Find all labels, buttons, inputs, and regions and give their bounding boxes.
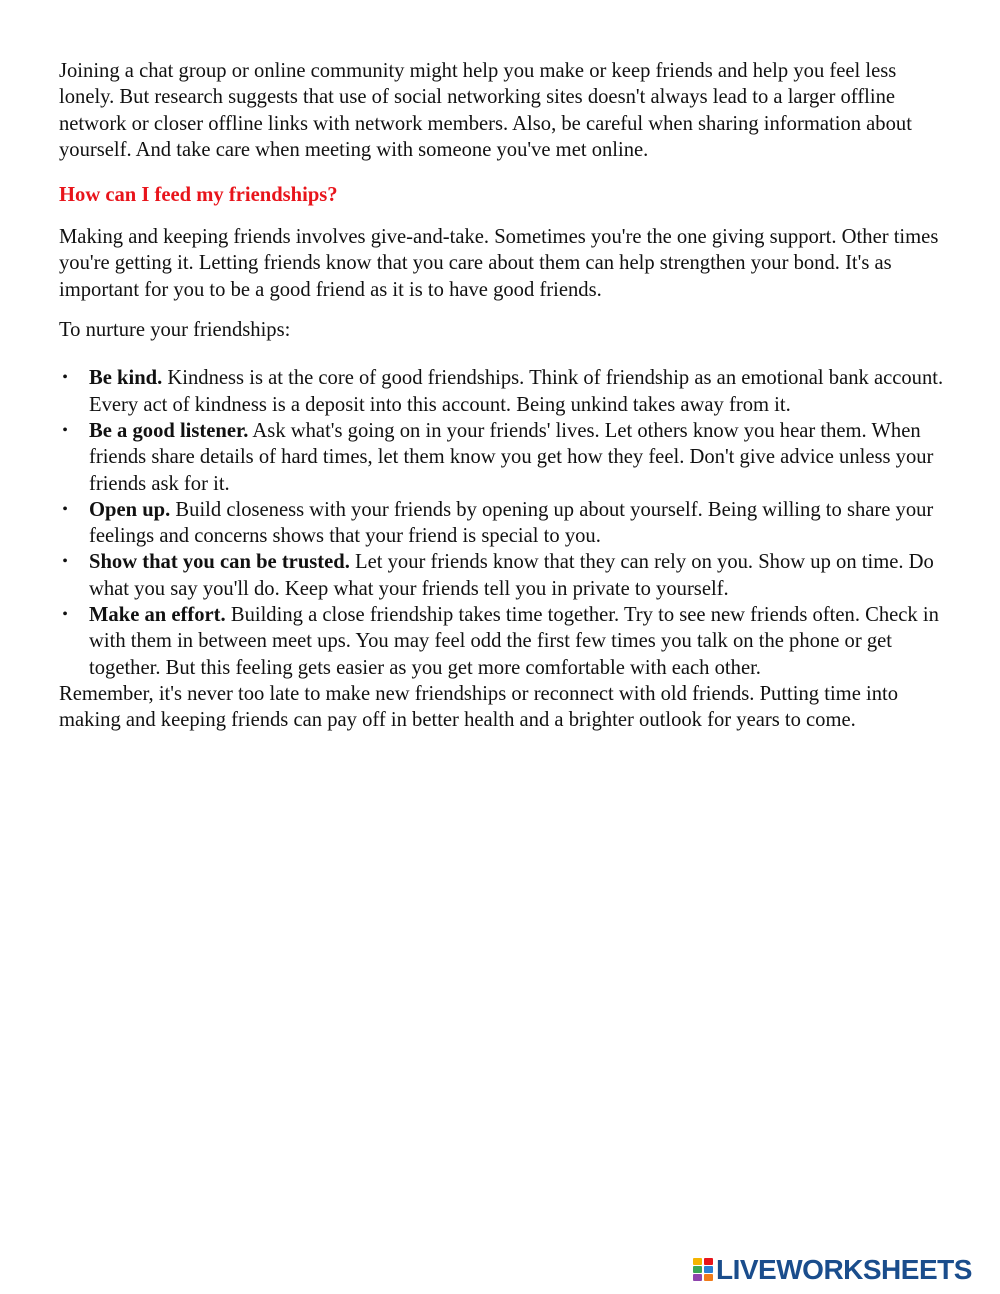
intro-paragraph: Joining a chat group or online community might help you make or keep friends and help you feel less lonely. But research suggests that use of social networking sites doesn't always lead to a larger offline network or closer offline links with network members. Also, be careful when sharing information about yourself. And take care when meeting with someone you've met online. <box>59 60 912 161</box>
bullet-icon: • <box>62 553 68 571</box>
tip-title: Show that you can be trusted. <box>89 551 350 574</box>
nurture-intro: To nurture your friendships: <box>59 319 291 342</box>
closing-paragraph: Remember, it's never too late to make new friendships or reconnect with old friends. Putting time into making and keeping friends can pay off in better health and a brighter outlook for years to come. <box>59 682 899 732</box>
liveworksheets-mark-icon <box>693 1258 713 1282</box>
bullet-icon: • <box>62 606 68 624</box>
logo-square <box>693 1258 702 1265</box>
tip-text: Ask what's going on in your friends' lives. Let others know you hear them. When friends share details of hard times, let them know you get how they feel. Don't give advice unless your friends ask for it. <box>89 419 934 495</box>
document-page <box>59 58 949 734</box>
tip-text: Build closeness with your friends by opening up about yourself. Being willing to share your feelings and concerns shows that your friend is special to you. <box>89 498 934 548</box>
tip-text: Kindness is at the core of good friendships. Think of friendship as an emotional bank account. Every act of kindness is a deposit into this account. Being unkind takes away from it. <box>89 367 944 416</box>
tip-title: Make an effort. <box>89 604 226 627</box>
bullet-icon: • <box>62 369 68 387</box>
tip-title: Be kind. <box>89 367 163 390</box>
bullet-icon: • <box>62 500 68 518</box>
logo-square <box>693 1274 702 1281</box>
making-friends-paragraph: Making and keeping friends involves give-and-take. Sometimes you're the one giving support. Other times you're getting it. Letting friends know that you care about them can help strengthen your bond. It's as important for you to be a good friend as it is to have good friends. <box>59 226 939 301</box>
list-item <box>59 418 949 497</box>
list-item <box>59 497 949 550</box>
tip-title: Open up. <box>89 498 171 521</box>
tip-text: Let your friends know that they can rely on you. Show up on time. Do what you say you'll do. Keep what your friends tell you in private to yourself. <box>89 551 934 600</box>
list-item <box>59 365 949 418</box>
section-heading: How can I feed my friendships? <box>59 184 338 207</box>
logo-square <box>704 1258 713 1265</box>
list-item <box>59 602 949 681</box>
list-item <box>59 549 949 602</box>
bullet-icon: • <box>62 421 68 439</box>
logo-square <box>704 1266 713 1273</box>
tip-title: Be a good listener. <box>89 419 249 442</box>
logo-square <box>693 1266 702 1273</box>
tip-text: Building a close friendship takes time together. Try to see new friends often. Check in with them in between meet ups. You may feel odd the first few times you talk on the phone or get together. But this feeling gets easier as you get more comfortable with each other. <box>89 604 939 679</box>
liveworksheets-logo <box>693 1255 972 1285</box>
tips-list <box>59 365 949 681</box>
logo-text: LIVEWORKSHEETS <box>716 1254 972 1285</box>
logo-square <box>704 1274 713 1281</box>
